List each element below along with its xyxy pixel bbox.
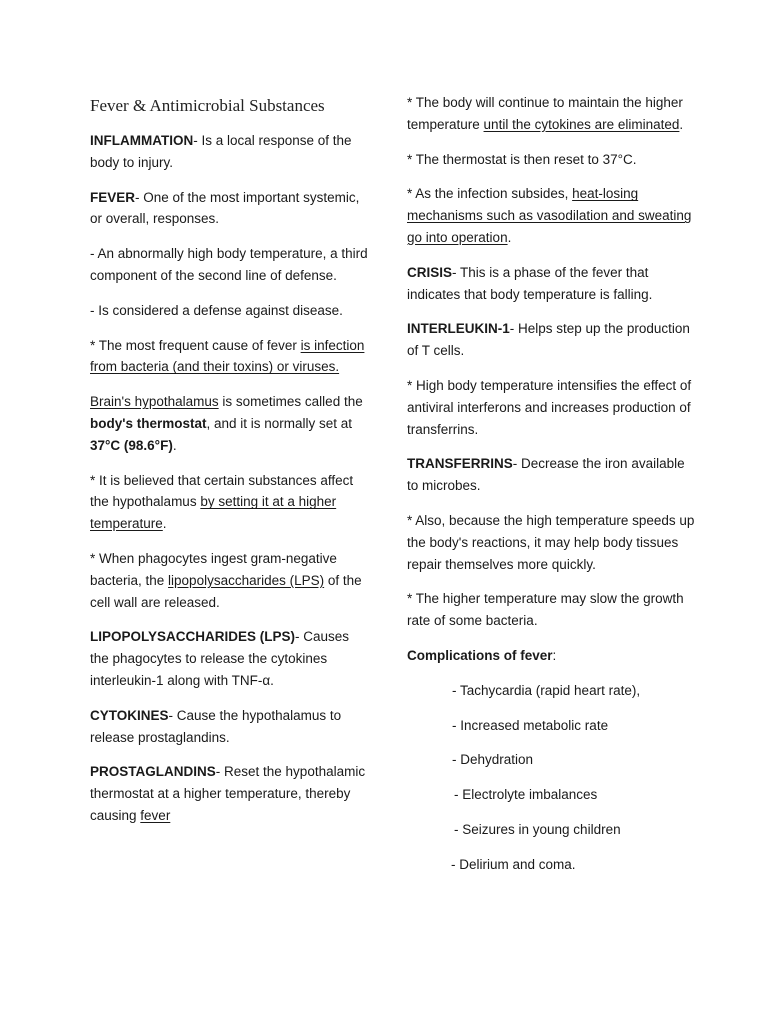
list-item: - Dehydration [452,752,534,768]
fever-definition: FEVER- One of the most important systemic, or overall, responses. [90,189,360,227]
lps-definition: LIPOPOLYSACCHARIDES (LPS)- Causes the phagocytes to release the cytokines interleukin-1 along with TNF-α. [90,629,350,688]
term: LIPOPOLYSACCHARIDES (LPS) [90,629,296,645]
paragraph: * High body temperature intensifies the effect of antiviral interferons and increases production of transferrins. [407,377,692,437]
right-column [407,92,697,889]
underlined-text: fever [140,807,171,823]
complications-heading: Complications of fever: [407,647,557,663]
term: CRISIS [407,264,453,280]
term: CYTOKINES [90,707,169,723]
prostaglandins-definition: PROSTAGLANDINS- Reset the hypothalamic thermostat at a higher temperature, thereby causing fever [90,764,366,823]
list-item: - Increased metabolic rate [452,717,609,733]
paragraph: * The body will continue to maintain the higher temperature until the cytokines are eliminated. [407,95,684,132]
transferrins-definition: TRANSFERRINS- Decrease the iron available to microbes. [407,456,685,494]
list-item: - Electrolyte imbalances [454,787,598,803]
term: TRANSFERRINS [407,456,513,472]
term: PROSTAGLANDINS [90,764,216,780]
term: INTERLEUKIN-1 [407,321,510,337]
term: INFLAMMATION [90,133,194,148]
inflammation-definition: INFLAMMATION- Is a local response of the body to injury. [90,133,352,170]
interleukin-definition: INTERLEUKIN-1- Helps step up the production of T cells. [407,321,690,359]
paragraph: * The most frequent cause of fever is infection from bacteria (and their toxins) or viruses. [90,337,365,375]
paragraph: Brain's hypothalamus is sometimes called the body's thermostat, and it is normally set at 37°C (98.6°F). [90,394,363,453]
underlined-text: is infection from bacteria (and their toxins) or viruses. [90,337,365,375]
crisis-definition: CRISIS- This is a phase of the fever that indicates that body temperature is falling. [407,264,653,302]
paragraph: * The higher temperature may slow the growth rate of some bacteria. [407,591,684,629]
underlined-text: lipopolysaccharides (LPS) [168,572,325,588]
paragraph: * As the infection subsides, heat-losing mechanisms such as vasodilation and sweating go into operation. [407,186,692,245]
term: FEVER [90,189,136,205]
underlined-text: until the cytokines are eliminated [483,116,680,132]
cytokines-definition: CYTOKINES- Cause the hypothalamus to release prostaglandins. [90,707,342,745]
paragraph: * It is believed that certain substances affect the hypothalamus by setting it at a higher temperature. [90,472,354,532]
list-item: - Delirium and coma. [451,856,576,872]
left-column [90,92,368,840]
paragraph: * The thermostat is then reset to 37°C. [407,151,637,167]
list-item: - Seizures in young children [454,821,621,837]
paragraph: - An abnormally high body temperature, a third component of the second line of defense. [90,246,368,283]
paragraph: * Also, because the high temperature speeds up the body's reactions, it may help body tissues repair themselves more quickly. [407,512,695,572]
paragraph: - Is considered a defense against disease. [90,302,343,318]
underlined-text: heat-losing mechanisms such as vasodilation and sweating go into operation [407,186,692,245]
underlined-text: Brain's hypothalamus [90,394,219,410]
document-title: Fever & Antimicrobial Substances [90,96,325,115]
underlined-text: by setting it at a higher temperature [90,494,337,532]
list-item: - Tachycardia (rapid heart rate), [452,682,641,698]
paragraph: * When phagocytes ingest gram-negative bacteria, the lipopolysaccharides (LPS) of the cell wall are released. [90,550,362,610]
